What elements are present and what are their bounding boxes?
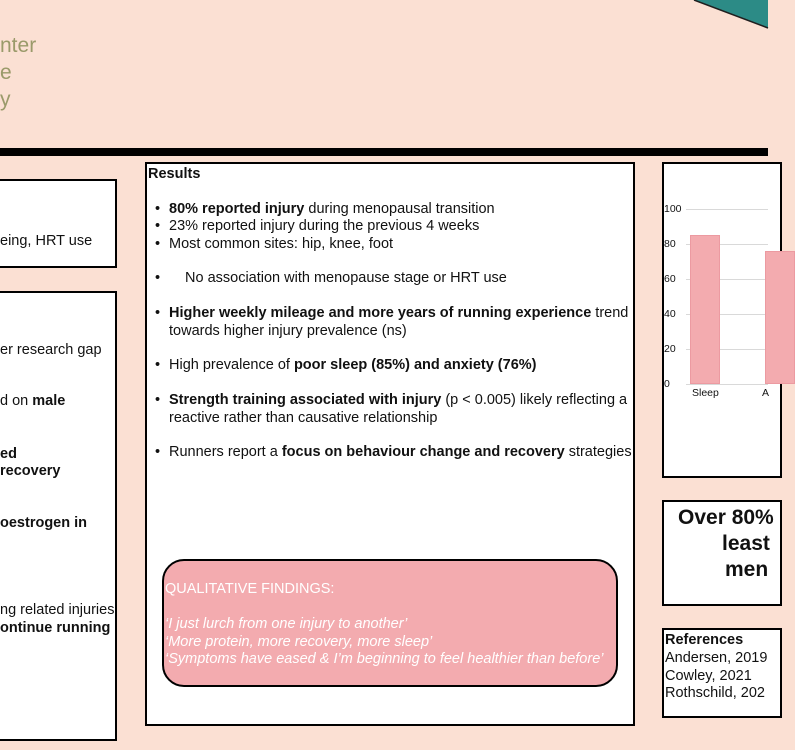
result-5-bold: Higher weekly mileage and more years of running experience (169, 305, 592, 321)
result-item-3 (155, 236, 393, 254)
result-7-rest: (p < 0.005) likely reflecting a (441, 392, 628, 408)
reference-item-1: Andersen, 2019 (665, 650, 768, 666)
result-3-text: Most common sites: hip, knee, foot (169, 236, 394, 252)
header-title (0, 32, 36, 113)
summary-line-6: ng related injuries (0, 602, 115, 618)
chart-x-tick-label: Sleep (692, 387, 719, 399)
summary-line-4: recovery (0, 463, 61, 479)
summary-line-2-bold: male (32, 393, 66, 409)
result-8-rest: strategies (564, 444, 632, 460)
result-2-text: 23% reported injury during the previous 4 weeks (169, 218, 480, 234)
qualitative-findings-box (162, 559, 618, 687)
header-divider (0, 148, 768, 156)
header-line-2: e (0, 61, 12, 84)
result-6-pre: High prevalence of (169, 357, 294, 373)
callout-line-3: men (725, 558, 769, 581)
result-1-bold: 80% reported injury (169, 201, 305, 217)
result-item-4 (155, 270, 507, 288)
result-item-2 (155, 218, 479, 236)
callout-line-2: least (722, 532, 770, 555)
chart-y-tick-label: 40 (664, 308, 676, 320)
qualitative-quote-3: ‘Symptoms have eased & I’m beginning to feel healthier than before’ (165, 651, 604, 667)
qualitative-quote-1: ‘I just lurch from one injury to another’ (165, 616, 408, 632)
chart-y-tick-label: 100 (664, 203, 682, 215)
result-7-bold: Strength training associated with injury (169, 392, 442, 408)
qualitative-quote-2: ‘More protein, more recovery, more sleep’ (165, 634, 433, 650)
header-line-1: nter (0, 34, 37, 57)
callout-box (662, 500, 782, 606)
result-1-rest: during menopausal transition (304, 201, 495, 217)
result-8-bold: focus on behaviour change and recovery (281, 444, 565, 460)
result-item-8 (155, 444, 632, 462)
summary-line-5: oestrogen in (0, 515, 88, 531)
summary-line-3: ed (0, 446, 17, 462)
result-5-line2: towards higher injury prevalence (ns) (169, 322, 407, 339)
result-item-6 (155, 357, 536, 375)
result-item-5 (155, 305, 628, 340)
results-title: Results (148, 166, 201, 182)
chart-x-tick-label: A (762, 387, 770, 399)
chart-y-tick-label: 60 (664, 273, 676, 285)
qualitative-heading: QUALITATIVE FINDINGS: (165, 581, 335, 597)
left-summary-box (0, 291, 117, 741)
teal-corner-shape (680, 0, 768, 30)
references-box (662, 628, 782, 718)
left-info-box (0, 179, 117, 268)
result-8-pre: Runners report a (169, 444, 282, 460)
result-6-bold: poor sleep (85%) and anxiety (76%) (293, 357, 537, 373)
summary-line-2 (0, 393, 65, 411)
header-line-3: y (0, 88, 11, 111)
reference-item-3: Rothschild, 202 (665, 685, 765, 701)
chart-y-tick-label: 0 (664, 378, 670, 390)
summary-line-2-pre: d on (0, 393, 33, 409)
result-4-text: No association with menopause stage or HRT use (185, 270, 507, 286)
summary-line-1: er research gap (0, 342, 102, 358)
left-info-text: eing, HRT use (0, 233, 93, 249)
callout-line-1: Over 80% (678, 506, 774, 529)
chart-y-tick-label: 20 (664, 343, 676, 355)
result-7-line2: reactive rather than causative relationship (169, 409, 438, 426)
result-item-7 (155, 392, 627, 427)
reference-item-2: Cowley, 2021 (665, 668, 752, 684)
references-title: References (665, 632, 744, 648)
result-5-rest: trend (591, 305, 629, 321)
chart-box (662, 162, 782, 478)
chart-y-tick-label: 80 (664, 238, 676, 250)
result-item-1 (155, 201, 495, 219)
summary-line-7: ontinue running (0, 620, 111, 636)
